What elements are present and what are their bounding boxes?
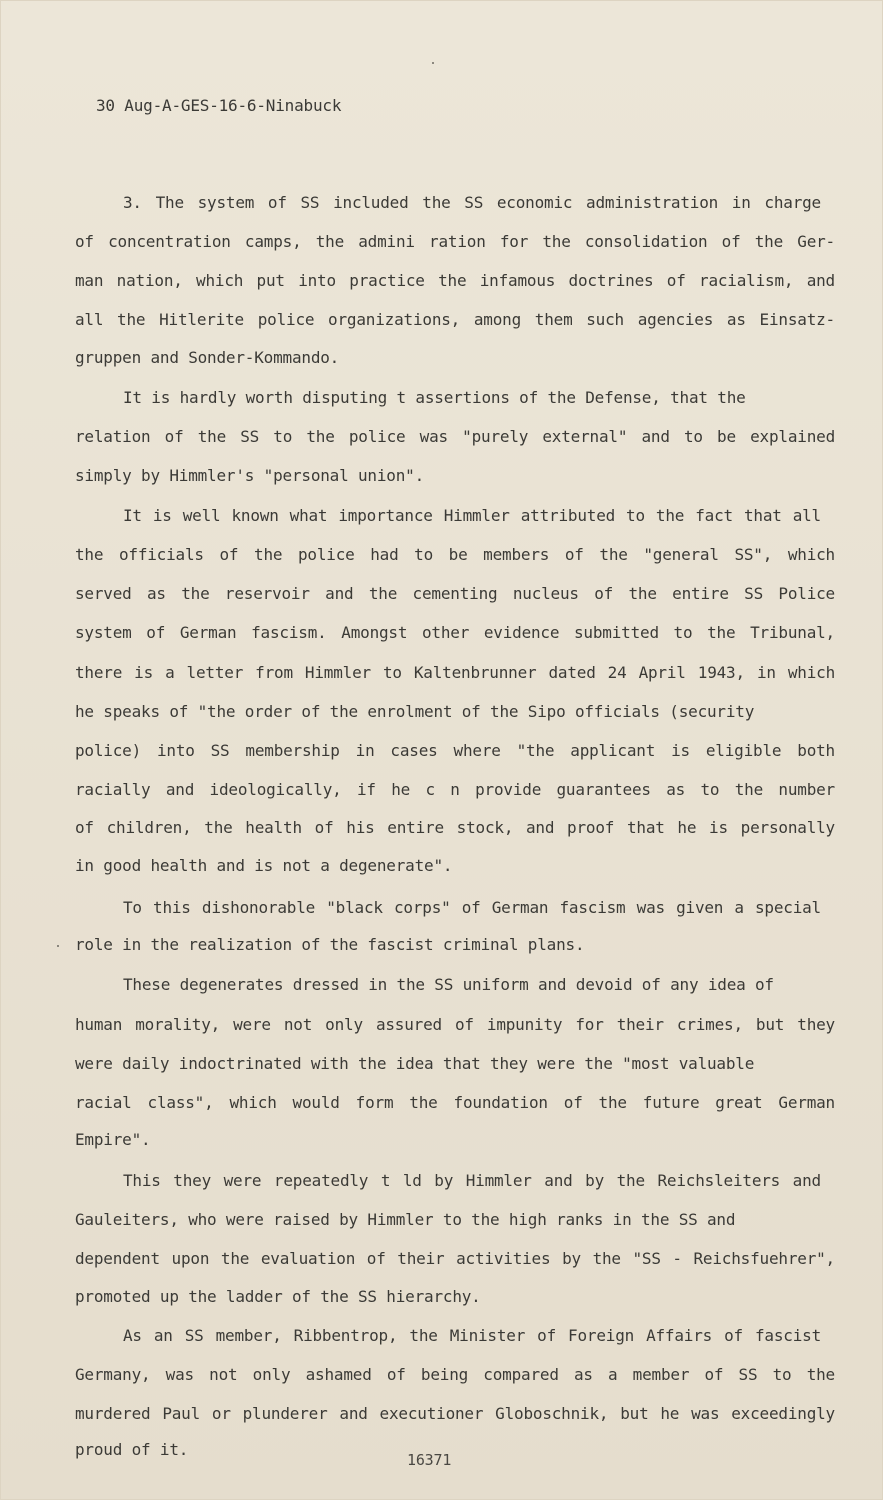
paragraph-4-line-1: To this dishonorable "black corps" of German fascism was given a special [123,898,821,917]
paragraph-3-line-1: It is well known what importance Himmler attributed to the fact that all [123,506,821,525]
paper-speck [432,62,434,64]
paragraph-3-line-2: the officials of the police had to be members of the "general SS", which [75,545,835,564]
paragraph-5-line-5: Empire". [75,1130,151,1149]
paragraph-5-line-2: human morality, were not only assured of impunity for their crimes, but they [75,1015,835,1034]
paragraph-6-line-2: Gauleiters, who were raised by Himmler to the high ranks in the SS and [75,1210,736,1229]
paragraph-3-line-4: system of German fascism. Amongst other evidence submitted to the Tribunal, [75,623,835,642]
paragraph-1-line-4: all the Hitlerite police organizations, among them such agencies as Einsatz- [75,310,835,329]
paragraph-1-line-3: man nation, which put into practice the infamous doctrines of racialism, and [75,271,835,290]
paragraph-1-line-2: of concentration camps, the admini ration for the consolidation of the Ger- [75,232,835,251]
page-number: 16371 [407,1451,452,1469]
paragraph-7-line-1: As an SS member, Ribbentrop, the Minister of Foreign Affairs of fascist [123,1326,821,1345]
document-header: 30 Aug-A-GES-16-6-Ninabuck [96,96,342,115]
paragraph-3-line-10: in good health and is not a degenerate". [75,856,453,875]
paragraph-3-line-8: racially and ideologically, if he c n provide guarantees as to the number [75,780,835,799]
paragraph-1-line-1: 3. The system of SS included the SS economic administration in charge [123,193,821,212]
paragraph-7-line-3: murdered Paul or plunderer and executioner Globoschnik, but he was exceedingly [75,1404,835,1423]
paragraph-2-line-2: relation of the SS to the police was "purely external" and to be explained [75,427,835,446]
paragraph-3-line-9: of children, the health of his entire stock, and proof that he is personally [75,818,835,837]
paragraph-4-line-2: role in the realization of the fascist criminal plans. [75,935,585,954]
paragraph-6-line-4: promoted up the ladder of the SS hierarchy. [75,1287,481,1306]
paragraph-6-line-3: dependent upon the evaluation of their activities by the "SS - Reichsfuehrer", [75,1249,835,1268]
paragraph-1-line-5: gruppen and Sonder-Kommando. [75,348,340,367]
paragraph-5-line-3: were daily indoctrinated with the idea that they were the "most valuable [75,1054,755,1073]
paragraph-7-line-2: Germany, was not only ashamed of being compared as a member of SS to the [75,1365,835,1384]
paragraph-5-line-4: racial class", which would form the foundation of the future great German [75,1093,835,1112]
paragraph-2-line-1: It is hardly worth disputing t assertions of the Defense, that the [123,388,746,407]
paper-speck [57,945,59,947]
paragraph-5-line-1: These degenerates dressed in the SS uniform and devoid of any idea of [123,975,774,994]
paragraph-3-line-5: there is a letter from Himmler to Kaltenbrunner dated 24 April 1943, in which [75,663,835,682]
paragraph-7-line-4: proud of it. [75,1440,189,1459]
paragraph-3-line-3: served as the reservoir and the cementing nucleus of the entire SS Police [75,584,835,603]
paragraph-3-line-7: police) into SS membership in cases where "the applicant is eligible both [75,741,835,760]
paragraph-2-line-3: simply by Himmler's "personal union". [75,466,425,485]
paragraph-3-line-6: he speaks of "the order of the enrolment of the Sipo officials (security [75,702,755,721]
paragraph-6-line-1: This they were repeatedly t ld by Himmler and by the Reichsleiters and [123,1171,821,1190]
